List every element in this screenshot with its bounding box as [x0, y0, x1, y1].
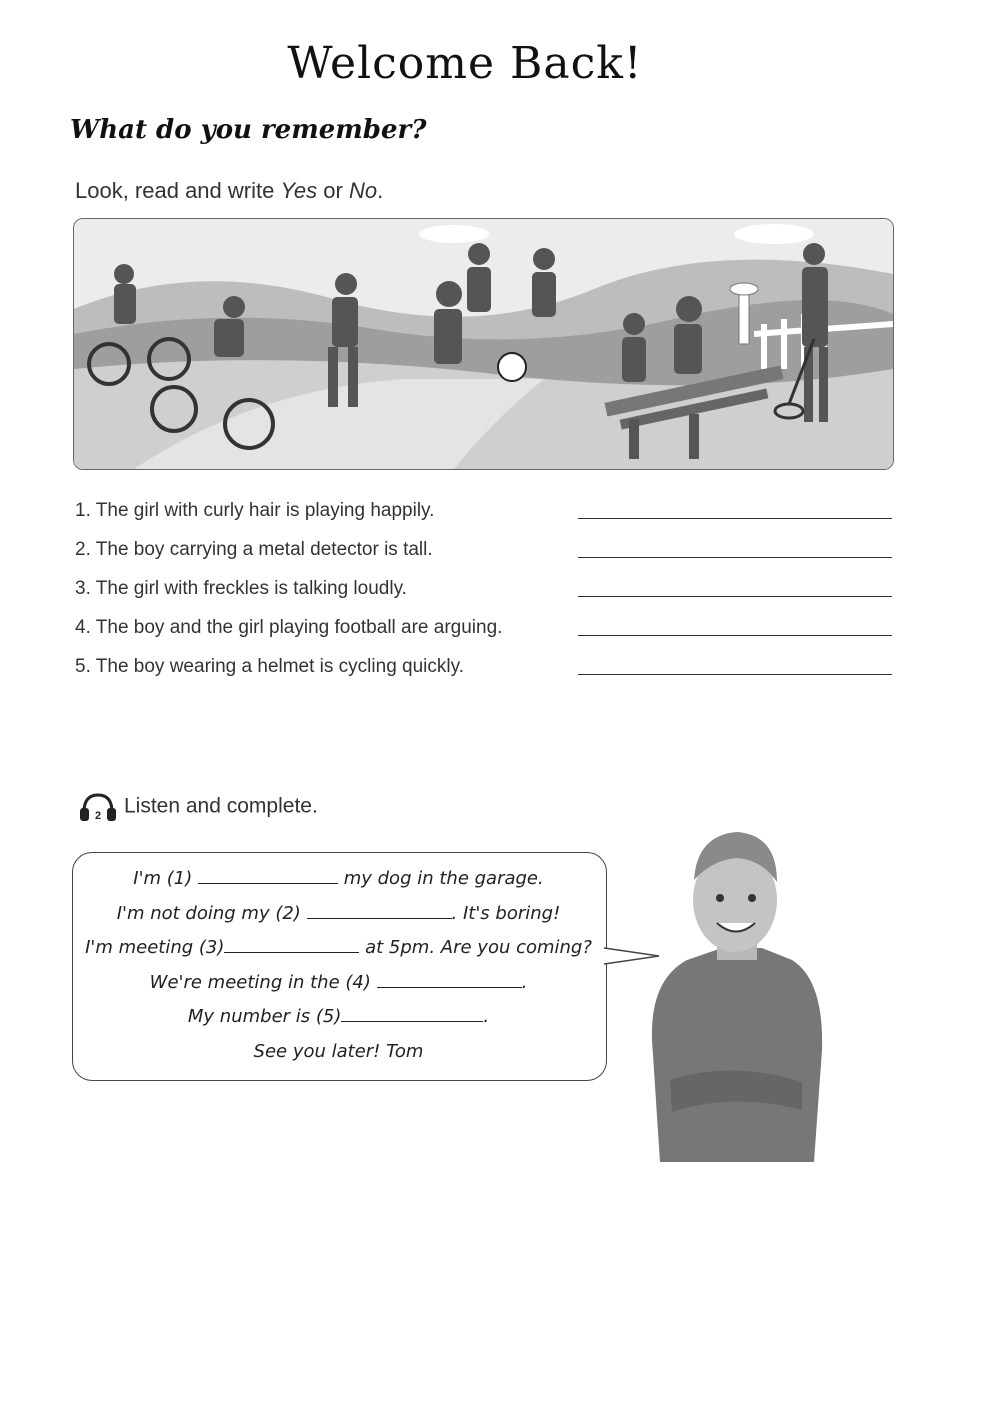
- headphones-icon[interactable]: [78, 792, 118, 822]
- question-text: 3. The girl with freckles is talking loudly.: [75, 578, 407, 599]
- question-text: 2. The boy carrying a metal detector is tall.: [75, 539, 433, 560]
- blank-3[interactable]: [224, 938, 359, 953]
- answer-line[interactable]: [578, 596, 892, 597]
- question-list: [75, 500, 895, 695]
- blank-1[interactable]: [198, 869, 338, 884]
- answer-line[interactable]: [578, 674, 892, 675]
- list-item: [75, 656, 895, 695]
- answer-line[interactable]: [578, 518, 892, 519]
- track-number: 2: [94, 810, 102, 822]
- question-text: 4. The boy and the girl playing football are arguing.: [75, 617, 503, 638]
- list-item: [75, 617, 895, 656]
- blank-4[interactable]: [377, 973, 522, 988]
- list-item: [75, 578, 895, 617]
- answer-line[interactable]: [578, 635, 892, 636]
- blank-5[interactable]: [341, 1007, 483, 1022]
- fill-line-5: My number is (5) .: [187, 1006, 490, 1027]
- list-item: [75, 500, 895, 539]
- exercise1-instruction: Look, read and write Yes or No.: [75, 178, 384, 203]
- signoff: See you later! Tom: [253, 1040, 424, 1062]
- question-text: 1. The girl with curly hair is playing happily.: [75, 500, 435, 521]
- answer-line[interactable]: [578, 557, 892, 558]
- list-item: [75, 539, 895, 578]
- fill-line-2: I'm not doing my (2) . It's boring!: [116, 902, 561, 924]
- blank-2[interactable]: [307, 904, 452, 919]
- exercise2-instruction: 2 Listen and complete.: [78, 792, 318, 822]
- park-scene-illustration: [73, 218, 894, 470]
- smiling-boy-photo: [642, 820, 832, 1162]
- question-text: 5. The boy wearing a helmet is cycling quickly.: [75, 656, 464, 677]
- fill-line-4: We're meeting in the (4) .: [149, 971, 528, 993]
- page-title: Welcome Back!: [287, 38, 643, 89]
- fill-line-3: I'm meeting (3) at 5pm. Are you coming?: [85, 937, 592, 958]
- fill-in-text: [72, 868, 605, 1075]
- fill-line-1: I'm (1) my dog in the garage.: [133, 868, 544, 889]
- page-subtitle: What do you remember?: [70, 115, 427, 145]
